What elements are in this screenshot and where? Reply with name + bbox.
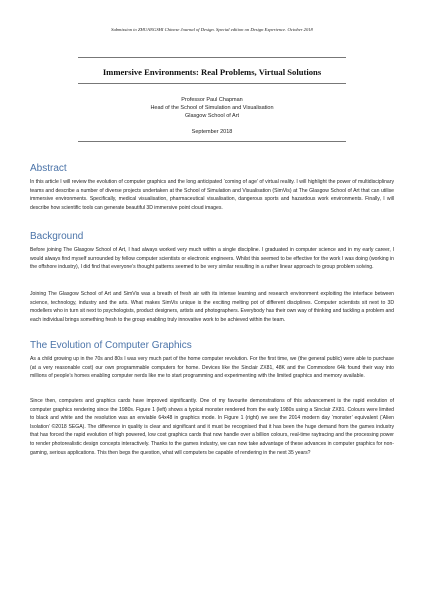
submission-note: Submission to ZHUANGSHI Chinese Journal of Design. Special edition on Design Experience. October 2018 [111,27,313,32]
author-role: Head of the School of Simulation and Visualisation [150,105,274,111]
top-rule [78,57,346,58]
evolution-heading: The Evolution of Computer Graphics [30,340,192,351]
title-rule [78,83,346,84]
evolution-paragraph-1: As a child growing up in the 70s and 80s I was very much part of the home computer revolution. For the first time, we (the general public) were able to purchase (at a very reasonable cost) our own programmable computers for home. Devices like the Sinclair ZX81, 48K and the Commodore 64k found their way into millions of people’s homes enabling computer nerds like me to start programming and experimenting with the limited graphics and memory available. [30,356,394,380]
background-heading: Background [30,231,84,242]
evolution-paragraph-2: Since then, computers and graphics cards have improved significantly. One of my favourite demonstrations of this advancement is the rapid evolution of computer graphics rendering since the 1980s. Figure 1 (left) shows a typical monster rendered from the early 1980s using a Sinclair ZX81. Colours were limited to black and white and the resolution was an enviable 64x48 in graphics mode. In Figure 1 (right) we see the 2014 modern day ‘monster’ equivalent (‘Alien Isolation’ ©2018 SEGA). The difference in quality is clear and significant and it must be recognised that it has been the huge demand from the games industry that has forced the rapid evolution of high powered, low cost graphics cards that now handle over a billion colours, real-time raytracing and the processing power to render photorealistic design concepts interactively. Thanks to the games industry, we can now take advantage of these advances in computer graphics for non-gaming, serious applications. This then begs the question, what will computers be capable of rendering in the next 35 years? [30,398,394,456]
date-rule [78,141,346,142]
author-affiliation: Glasgow School of Art [184,113,240,119]
background-paragraph-1: Before joining The Glasgow School of Art, I had always worked very much within a single discipline. I graduated in computer science and in my early career, I would always find myself surrounded by fellow computer scientists or electronic engineers. Whilst this seemed to be effective for the work I was doing (working in the offshore industry), I did find that everyone’s thought patterns seemed to be very similar resulting in a rather linear approach to group problem solving. [30,247,394,271]
paper-title: Immersive Environments: Real Problems, Virtual Solutions [102,67,322,77]
author-name: Professor Paul Chapman [181,97,243,103]
background-paragraph-2: Joining The Glasgow School of Art and SimVis was a breath of fresh air with its intense learning and research environment exploiting the interface between science, technology, industry and the arts. What makes SimVis unique is the exciting melting pot of different disciplines. Computer scientists sit next to 3D modellers who in turn sit next to psychologists, product designers, artists and photographers. Everybody has their own way of thinking and tackling a problem and each individual brings something fresh to the group enabling truly innovative work to be achieved within the team. [30,291,394,323]
abstract-heading: Abstract [30,163,67,174]
abstract-paragraph: In this article I will review the evolution of computer graphics and the long anticipated ‘coming of age’ of virtual reality. I will highlight the power of multidisciplinary teams and describe a number of diverse projects undertaken at the School of Simulation and Visualisation (SimVis) at The Glasgow School of Art that can utilise immersive environments. Specifically, medical visualisation, pharmaceutical visualisation, dangerous sports and hazardous work environments. Finally, I will describe how scientific tools can generate beautiful 3D immersive point cloud images. [30,179,394,211]
paper-date: September 2018 [191,129,233,135]
